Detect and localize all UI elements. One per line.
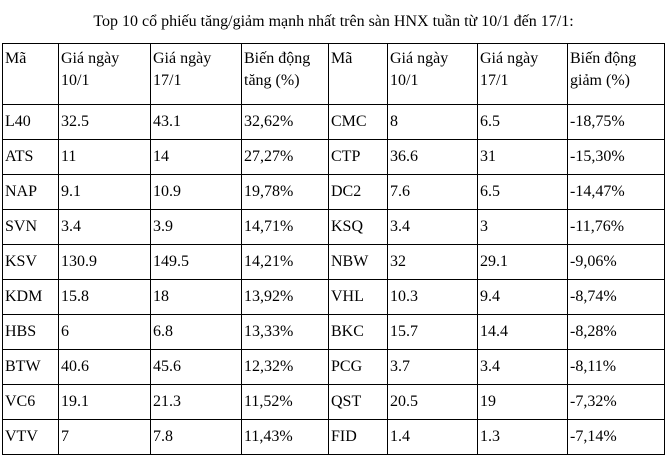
- loser-code: DC2: [329, 175, 388, 210]
- header-label-line: tăng (%): [244, 72, 300, 89]
- header-label-line: 10/1: [390, 72, 419, 89]
- loser-price-jan10: 20.5: [388, 385, 478, 420]
- loser-code: KSQ: [329, 210, 388, 245]
- gainer-change: 19,78%: [242, 175, 329, 210]
- loser-price-jan17: 19: [478, 385, 568, 420]
- gainer-change: 32,62%: [242, 105, 329, 140]
- gainer-change: 13,92%: [242, 280, 329, 315]
- loser-code: CMC: [329, 105, 388, 140]
- loser-change: -15,30%: [568, 140, 665, 175]
- table-header: [3, 44, 665, 105]
- gainer-code: KSV: [3, 245, 59, 280]
- header-label-line: Mã: [5, 50, 27, 67]
- gainer-price-jan10: 130.9: [59, 245, 151, 280]
- table-row: [3, 245, 665, 280]
- header-label-line: Biến động: [244, 50, 311, 67]
- gainer-change: 11,43%: [242, 420, 329, 455]
- gainer-price-jan17: 43.1: [151, 105, 242, 140]
- gainer-price-jan10: 40.6: [59, 350, 151, 385]
- gainer-price-jan10: 11: [59, 140, 151, 175]
- gainer-change: 12,32%: [242, 350, 329, 385]
- gainer-price-jan17: 21.3: [151, 385, 242, 420]
- table-row: [3, 140, 665, 175]
- gainer-code: HBS: [3, 315, 59, 350]
- loser-change: -8,11%: [568, 350, 665, 385]
- loser-change: -8,74%: [568, 280, 665, 315]
- gainer-change: 11,52%: [242, 385, 329, 420]
- gainer-change: 14,71%: [242, 210, 329, 245]
- loser-price-jan10: 3.7: [388, 350, 478, 385]
- loser-price-jan17: 9.4: [478, 280, 568, 315]
- gainer-price-jan10: 6: [59, 315, 151, 350]
- table-body: [3, 105, 665, 455]
- table-row: [3, 420, 665, 455]
- header-price-jan17-losers: [478, 44, 568, 105]
- gainer-code: VC6: [3, 385, 59, 420]
- gainer-code: VTV: [3, 420, 59, 455]
- loser-price-jan17: 14.4: [478, 315, 568, 350]
- loser-price-jan10: 3.4: [388, 210, 478, 245]
- gainer-price-jan17: 7.8: [151, 420, 242, 455]
- header-label-line: Giá ngày: [390, 50, 449, 67]
- header-code-gainers: [3, 44, 59, 105]
- loser-code: PCG: [329, 350, 388, 385]
- header-label-line: Giá ngày: [480, 50, 539, 67]
- loser-code: QST: [329, 385, 388, 420]
- header-label-line: Mã: [331, 50, 353, 67]
- loser-change: -14,47%: [568, 175, 665, 210]
- header-change-up: [242, 44, 329, 105]
- header-label-line: Giá ngày: [61, 50, 120, 67]
- stock-movers-table: [2, 43, 665, 455]
- loser-price-jan17: 29.1: [478, 245, 568, 280]
- loser-price-jan10: 7.6: [388, 175, 478, 210]
- gainer-price-jan17: 10.9: [151, 175, 242, 210]
- loser-change: -7,32%: [568, 385, 665, 420]
- loser-code: NBW: [329, 245, 388, 280]
- header-label-line: 17/1: [480, 72, 509, 89]
- header-label-line: 10/1: [61, 72, 90, 89]
- header-label-line: Biến động: [570, 50, 637, 67]
- header-label-line: Giá ngày: [153, 50, 212, 67]
- loser-change: -7,14%: [568, 420, 665, 455]
- loser-price-jan17: 3: [478, 210, 568, 245]
- loser-price-jan17: 6.5: [478, 105, 568, 140]
- header-code-losers: [329, 44, 388, 105]
- gainer-price-jan10: 15.8: [59, 280, 151, 315]
- gainer-price-jan17: 149.5: [151, 245, 242, 280]
- loser-price-jan10: 8: [388, 105, 478, 140]
- gainer-change: 14,21%: [242, 245, 329, 280]
- gainer-price-jan10: 9.1: [59, 175, 151, 210]
- table-row: [3, 385, 665, 420]
- gainer-price-jan17: 45.6: [151, 350, 242, 385]
- loser-code: CTP: [329, 140, 388, 175]
- loser-change: -11,76%: [568, 210, 665, 245]
- header-label-line: giảm (%): [570, 72, 630, 89]
- gainer-price-jan10: 32.5: [59, 105, 151, 140]
- header-row: [3, 44, 665, 105]
- table-caption: Top 10 cổ phiếu tăng/giảm mạnh nhất trên sàn HNX tuần từ 10/1 đến 17/1:: [93, 13, 574, 30]
- header-price-jan17-gainers: [151, 44, 242, 105]
- loser-price-jan10: 10.3: [388, 280, 478, 315]
- gainer-code: BTW: [3, 350, 59, 385]
- loser-price-jan17: 31: [478, 140, 568, 175]
- gainer-change: 27,27%: [242, 140, 329, 175]
- loser-code: BKC: [329, 315, 388, 350]
- loser-price-jan10: 1.4: [388, 420, 478, 455]
- header-change-down: [568, 44, 665, 105]
- gainer-price-jan17: 18: [151, 280, 242, 315]
- gainer-price-jan10: 7: [59, 420, 151, 455]
- loser-price-jan17: 3.4: [478, 350, 568, 385]
- loser-price-jan10: 32: [388, 245, 478, 280]
- table-row: [3, 175, 665, 210]
- table-row: [3, 105, 665, 140]
- gainer-code: NAP: [3, 175, 59, 210]
- table-row: [3, 210, 665, 245]
- gainer-change: 13,33%: [242, 315, 329, 350]
- table-row: [3, 350, 665, 385]
- loser-price-jan10: 36.6: [388, 140, 478, 175]
- loser-code: VHL: [329, 280, 388, 315]
- loser-price-jan10: 15.7: [388, 315, 478, 350]
- gainer-price-jan17: 3.9: [151, 210, 242, 245]
- gainer-price-jan10: 3.4: [59, 210, 151, 245]
- header-price-jan10-losers: [388, 44, 478, 105]
- gainer-price-jan17: 14: [151, 140, 242, 175]
- loser-change: -18,75%: [568, 105, 665, 140]
- gainer-code: KDM: [3, 280, 59, 315]
- gainer-code: SVN: [3, 210, 59, 245]
- gainer-code: ATS: [3, 140, 59, 175]
- header-label-line: 17/1: [153, 72, 182, 89]
- loser-price-jan17: 1.3: [478, 420, 568, 455]
- loser-price-jan17: 6.5: [478, 175, 568, 210]
- header-price-jan10-gainers: [59, 44, 151, 105]
- loser-change: -9,06%: [568, 245, 665, 280]
- gainer-price-jan10: 19.1: [59, 385, 151, 420]
- table-row: [3, 280, 665, 315]
- gainer-code: L40: [3, 105, 59, 140]
- gainer-price-jan17: 6.8: [151, 315, 242, 350]
- loser-code: FID: [329, 420, 388, 455]
- table-row: [3, 315, 665, 350]
- loser-change: -8,28%: [568, 315, 665, 350]
